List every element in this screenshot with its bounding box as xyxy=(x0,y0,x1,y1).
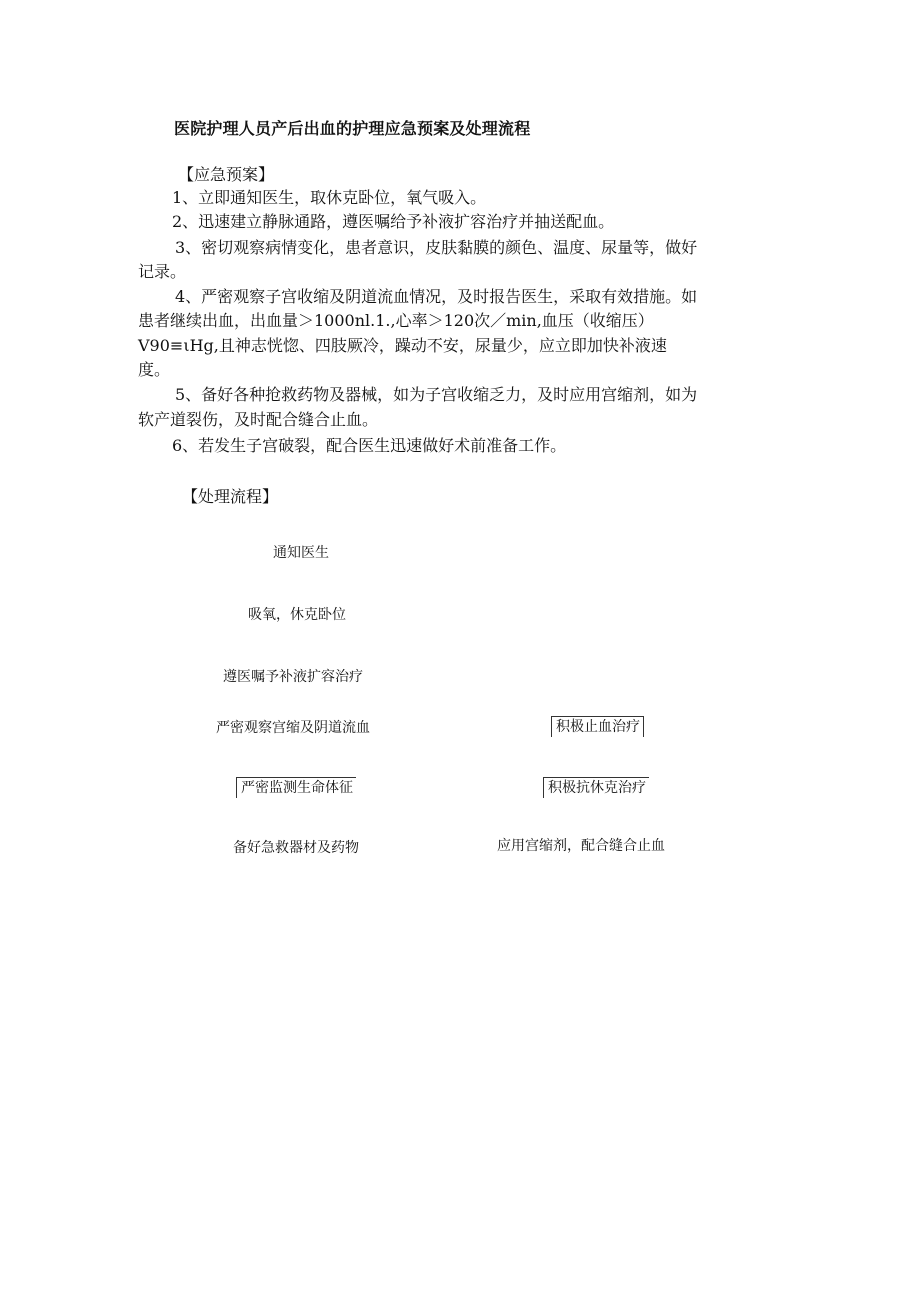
plan-step-2: 2、迅速建立静脉通路，遵医嘱给予补液扩容治疗并抽送配血。 xyxy=(172,212,615,231)
flow-node-observe-contractions-bleeding: 严密观察宫缩及阴道流血 xyxy=(216,720,370,736)
plan-step-3: 3、密切观察病情变化，患者意识，皮肤黏膜的颜色、温度、尿量等，做好 xyxy=(175,238,698,257)
flow-node-monitor-vital-signs: 严密监测生命体征 xyxy=(236,777,356,798)
flow-node-oxygen-shock-position: 吸氧，休克卧位 xyxy=(248,607,346,623)
plan-step-5: 5、备好各种抢救药物及器械，如为子宫收缩乏力，及时应用宫缩剂，如为 xyxy=(175,385,698,404)
flow-node-fluid-therapy: 遵医嘱予补液扩容治疗 xyxy=(223,669,363,685)
flow-node-uterotonics-suture: 应用宫缩剂，配合缝合止血 xyxy=(497,838,665,854)
plan-step-5-continued: 软产道裂伤，及时配合缝合止血。 xyxy=(138,410,379,429)
plan-step-6: 6、若发生子宫破裂，配合医生迅速做好术前准备工作。 xyxy=(172,436,567,455)
plan-step-4-continued-2: V90≡ιHg,且神志恍惚、四肢厥冷，躁动不安，尿量少，应立即加快补液速 xyxy=(138,336,667,355)
flow-node-prepare-emergency-equipment: 备好急救器材及药物 xyxy=(233,840,359,856)
emergency-plan-heading: 【应急预案】 xyxy=(178,165,275,184)
plan-step-4: 4、严密观察子宫收缩及阴道流血情况，及时报告医生，采取有效措施。如 xyxy=(175,287,698,306)
flow-node-anti-shock-treatment: 积极抗休克治疗 xyxy=(543,777,649,798)
process-flow-heading: 【处理流程】 xyxy=(182,487,279,506)
plan-step-4-continued-1: 患者继续出血，出血量＞1000nl.1.,心率＞120次／min,血压（收缩压） xyxy=(138,311,654,330)
document-title: 医院护理人员产后出血的护理应急预案及处理流程 xyxy=(174,119,531,138)
flow-node-notify-doctor: 通知医生 xyxy=(273,545,329,561)
flow-node-active-hemostasis: 积极止血治疗 xyxy=(551,716,644,737)
plan-step-4-continued-3: 度。 xyxy=(138,360,171,379)
plan-step-3-continued: 记录。 xyxy=(138,262,187,281)
plan-step-1: 1、立即通知医生，取休克卧位，氧气吸入。 xyxy=(172,188,487,207)
